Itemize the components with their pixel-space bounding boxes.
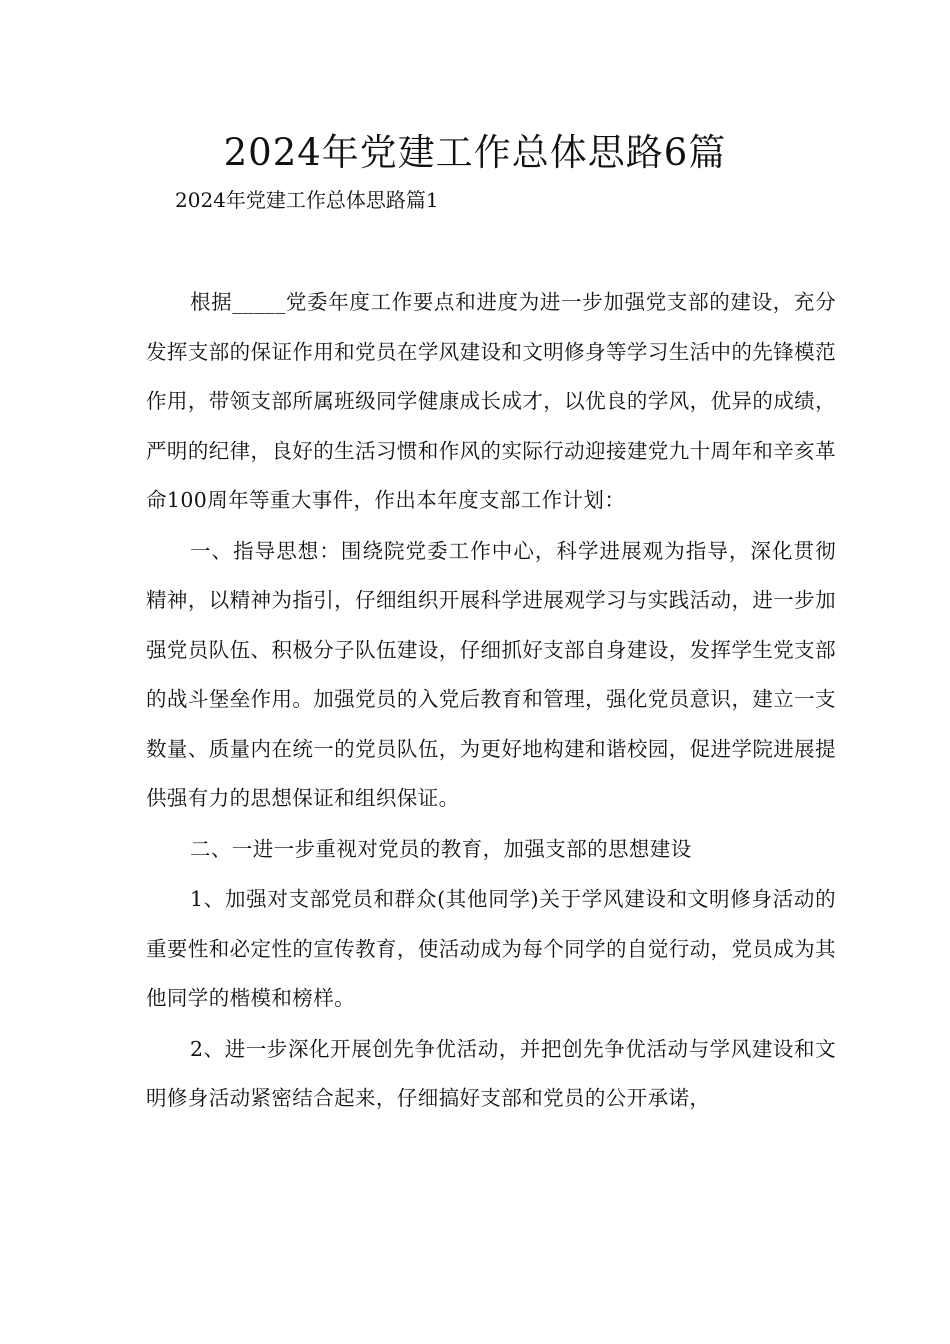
section-heading: 2024年党建工作总体思路篇1 (175, 188, 439, 212)
paragraph-intro: 根据_____党委年度工作要点和进度为进一步加强党支部的建设，充分发挥支部的保证作用和党员在学风建设和文明修身等学习生活中的先锋模范作用，带领支部所属班级同学健康成长成才，以优良的学风，优异的成绩，严明的纪律，良好的生活习惯和作风的实际行动迎接建党九十周年和辛亥革命100周年等重大事件，作出本年度支部工作计划： (146, 290, 836, 512)
paragraph-guiding-ideology: 一、指导思想：围绕院党委工作中心，科学进展观为指导，深化贯彻精神，以精神为指引，仔细组织开展科学进展观学习与实践活动，进一步加强党员队伍、积极分子队伍建设，仔细抓好支部自身建设，发挥学生党支部的战斗堡垒作用。加强党员的入党后教育和管理，强化党员意识，建立一支数量、质量内在统一的党员队伍，为更好地构建和谐校园，促进学院进展提供强有力的思想保证和组织保证。 (146, 538, 836, 810)
paragraph-item-2: 2、进一步深化开展创先争优活动，并把创先争优活动与学风建设和文明修身活动紧密结合起来，仔细搞好支部和党员的公开承诺， (146, 1036, 836, 1110)
document-title: 2024年党建工作总体思路6篇 (223, 131, 727, 174)
paragraph-item-1: 1、加强对支部党员和群众(其他同学)关于学风建设和文明修身活动的重要性和必定性的宣传教育，使活动成为每个同学的自觉行动，党员成为其他同学的楷模和榜样。 (146, 887, 836, 1010)
body-text (146, 278, 836, 1125)
paragraph-section-two-heading: 二、一进一步重视对党员的教育，加强支部的思想建设 (190, 836, 692, 861)
